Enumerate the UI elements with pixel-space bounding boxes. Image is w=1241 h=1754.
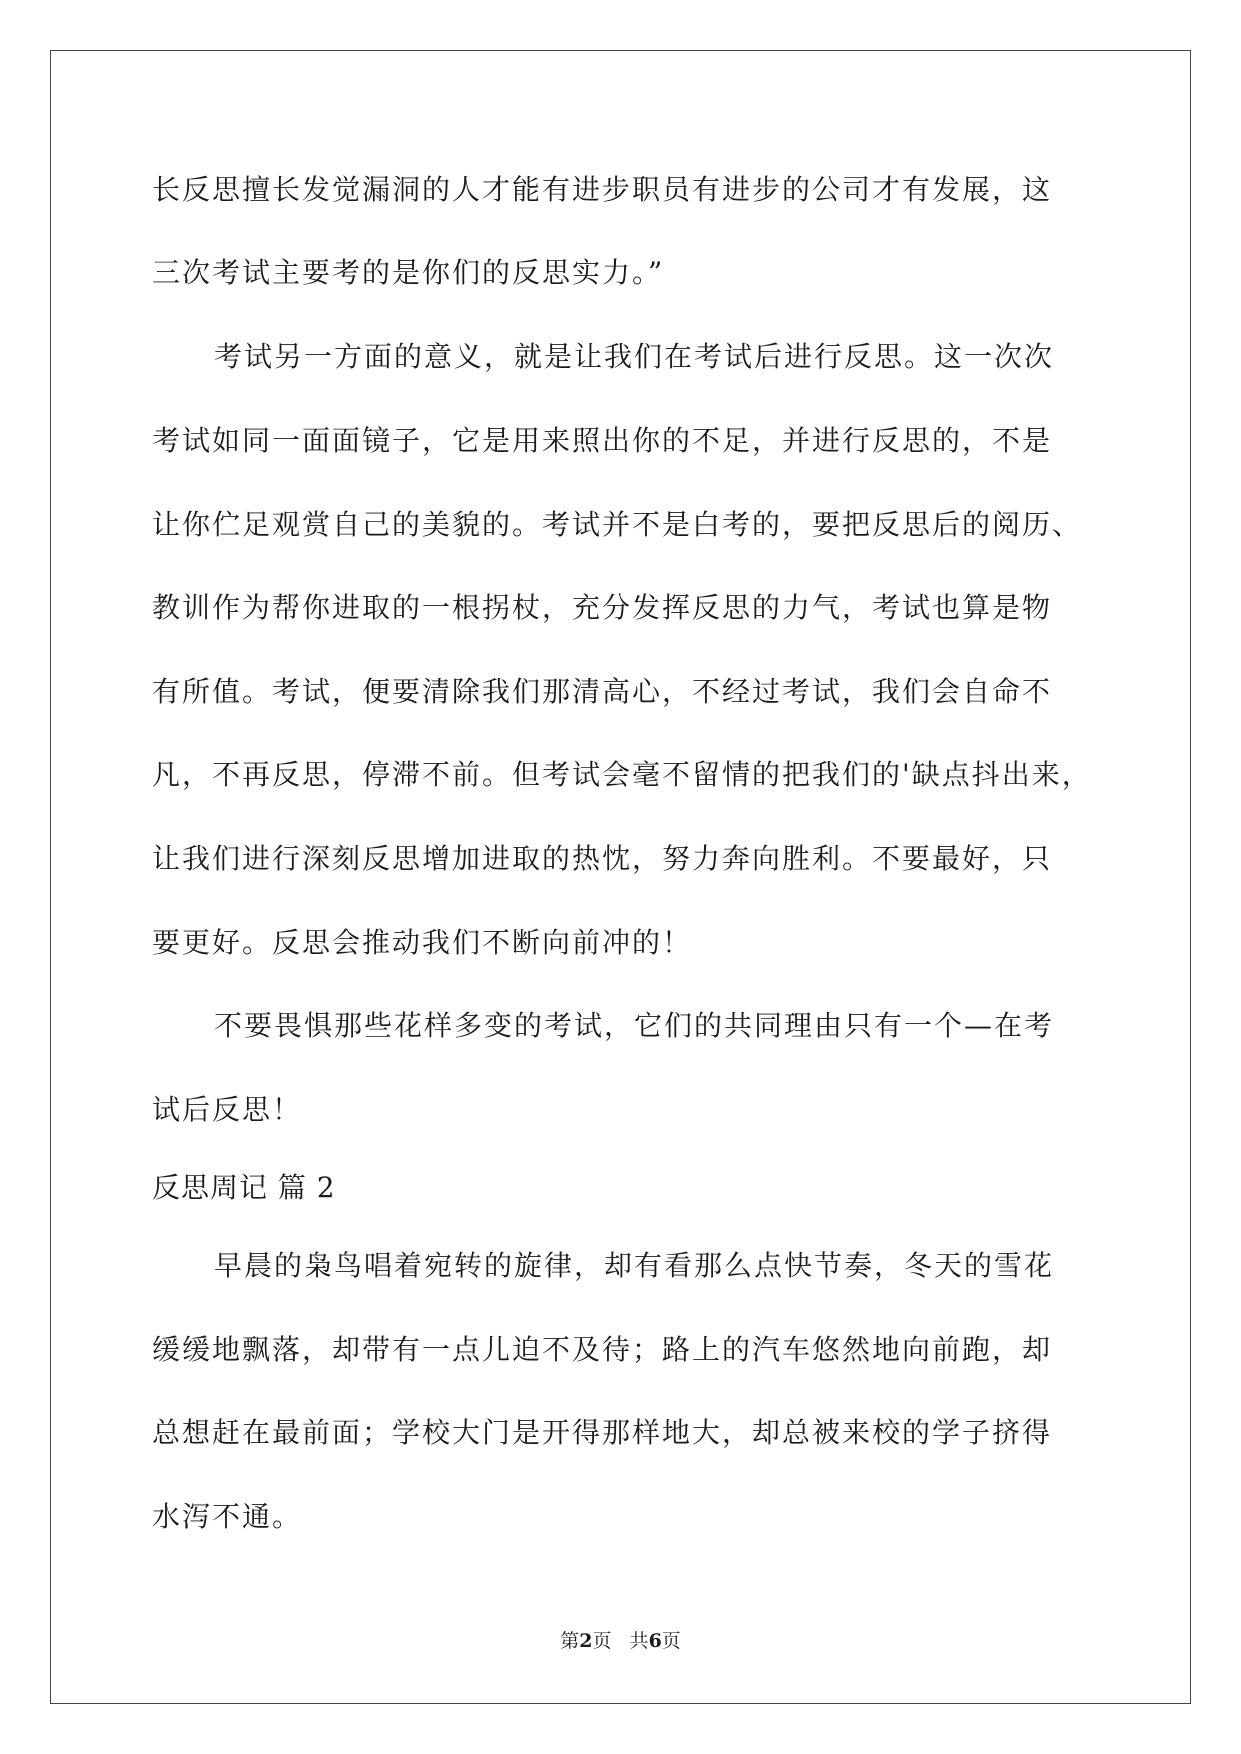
paragraph-start: 考试另一方面的意义，就是让我们在考试后进行反思。这一次次 <box>214 340 1055 373</box>
footer-prefix: 第 <box>560 1630 580 1652</box>
text-line: 缓缓地飘落，却带有一点儿迫不及待；路上的汽车悠然地向前跑，却 <box>152 1333 1053 1366</box>
text-line: 教训作为帮你进取的一根拐杖，充分发挥反思的力气，考试也算是物 <box>152 591 1053 624</box>
text-line: 凡，不再反思，停滞不前。但考试会毫不留情的把我们的'缺点抖出来， <box>152 758 1092 791</box>
total-pages-number: 6 <box>648 1630 662 1652</box>
text-line: 水泻不通。 <box>152 1500 303 1533</box>
page-border <box>50 50 1191 1704</box>
text-line: 要更好。反思会推动我们不断向前冲的！ <box>152 926 693 959</box>
paragraph-start: 不要畏惧那些花样多变的考试，它们的共同理由只有一个—在考 <box>214 1009 1055 1042</box>
footer-suffix: 页 <box>661 1630 681 1652</box>
text-line: 考试如同一面面镜子，它是用来照出你的不足，并进行反思的，不是 <box>152 424 1053 457</box>
text-line: 让我们进行深刻反思增加进取的热忱，努力奔向胜利。不要最好，只 <box>152 842 1053 875</box>
text-line: 让你伫足观赏自己的美貌的。考试并不是白考的，要把反思后的阅历、 <box>152 508 1083 541</box>
section-heading: 反思周记 篇 2 <box>152 1171 336 1204</box>
current-page-number: 2 <box>579 1630 593 1652</box>
text-line: 长反思擅长发觉漏洞的人才能有进步职员有进步的公司才有发展，这 <box>152 173 1053 206</box>
text-line: 三次考试主要考的是你们的反思实力。” <box>152 256 665 289</box>
text-line: 试后反思！ <box>152 1093 303 1126</box>
footer-mid: 页 共 <box>592 1630 649 1652</box>
text-line: 总想赶在最前面；学校大门是开得那样地大，却总被来校的学子挤得 <box>152 1416 1053 1449</box>
page-footer <box>0 1629 1241 1653</box>
paragraph-start: 早晨的枭鸟唱着宛转的旋律，却有看那么点快节奏，冬天的雪花 <box>214 1249 1055 1282</box>
text-line: 有所值。考试，便要清除我们那清高心，不经过考试，我们会自命不 <box>152 675 1053 708</box>
